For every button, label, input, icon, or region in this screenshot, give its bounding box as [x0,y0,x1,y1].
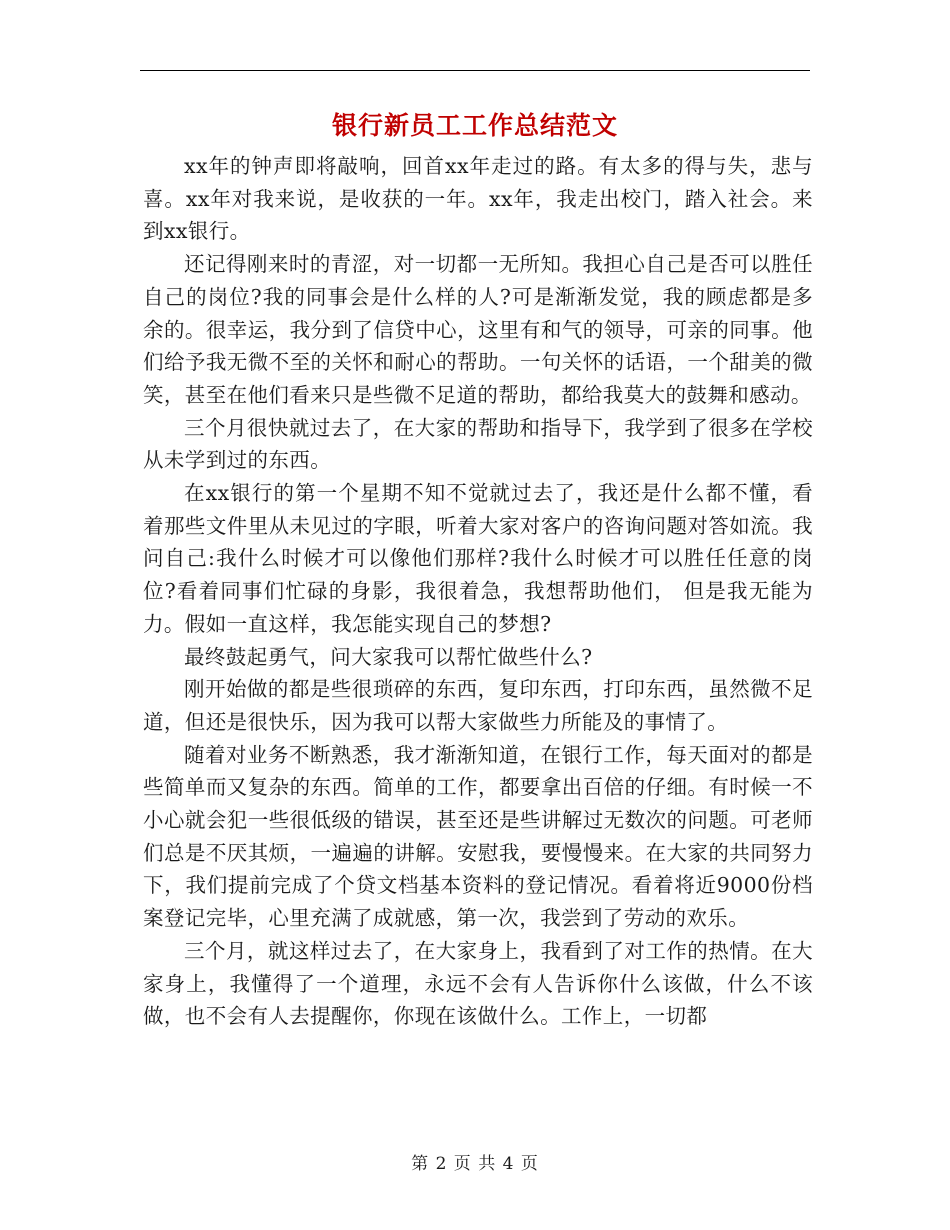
document-title: 银行新员工工作总结范文 [331,111,618,140]
paragraph: 三个月很快就过去了，在大家的帮助和指导下，我学到了很多在学校从未学到过的东西。 [143,415,813,473]
paragraph: 还记得刚来时的青涩，对一切都一无所知。我担心自己是否可以胜任自己的岗位?我的同事会是什么样的人?可是渐渐发觉，我的顾虑都是多余的。很幸运，我分到了信贷中心，这里有和气的领导，可亲的同事。他们给予我无微不至的关怀和耐心的帮助。一句关怀的话语，一个甜美的微笑，甚至在他们看来只是些微不足道的帮助，都给我莫大的鼓舞和感动。 [143,252,813,407]
paragraph: 刚开始做的都是些很琐碎的东西，复印东西，打印东西，虽然微不足道，但还是很快乐，因为我可以帮大家做些力所能及的事情了。 [143,677,813,734]
page-number: 第 2 页 共 4 页 [411,1154,539,1174]
paragraph: 最终鼓起勇气，问大家我可以帮忙做些什么? [184,644,593,669]
paragraph: 随着对业务不断熟悉，我才渐渐知道，在银行工作，每天面对的都是些简单而又复杂的东西。简单的工作，都要拿出百倍的仔细。有时候一不小心就会犯一些很低级的错误，甚至还是些讲解过无数次的问题。可老师们总是不厌其烦，一遍遍的讲解。安慰我，要慢慢来。在大家的共同努力下，我们提前完成了个贷文档基本资料的登记情况。看着将近9000份档案登记完毕，心里充满了成就感，第一次，我尝到了劳动的欢乐。 [143,742,813,931]
header-rule [140,70,810,71]
paragraph: xx年的钟声即将敲响，回首xx年走过的路。有太多的得与失，悲与喜。xx年对我来说，是收获的一年。xx年，我走出校门，踏入社会。来到xx银行。 [143,154,813,244]
paragraph: 在xx银行的第一个星期不知不觉就过去了，我还是什么都不懂，看着那些文件里从未见过的字眼，听着大家对客户的咨询问题对答如流。我问自己:我什么时候才可以像他们那样?我什么时候才可以胜任任意的岗位?看着同事们忙碌的身影，我很着急，我想帮助他们， 但是我无能为力。假如一直这样，我怎能实现自己的梦想? [143,481,813,636]
paragraph: 三个月，就这样过去了，在大家身上，我看到了对工作的热情。在大家身上，我懂得了一个道理，永远不会有人告诉你什么该做，什么不该做，也不会有人去提醒你，你现在该做什么。工作上，一切都 [143,938,813,1029]
document-body [143,150,813,1033]
